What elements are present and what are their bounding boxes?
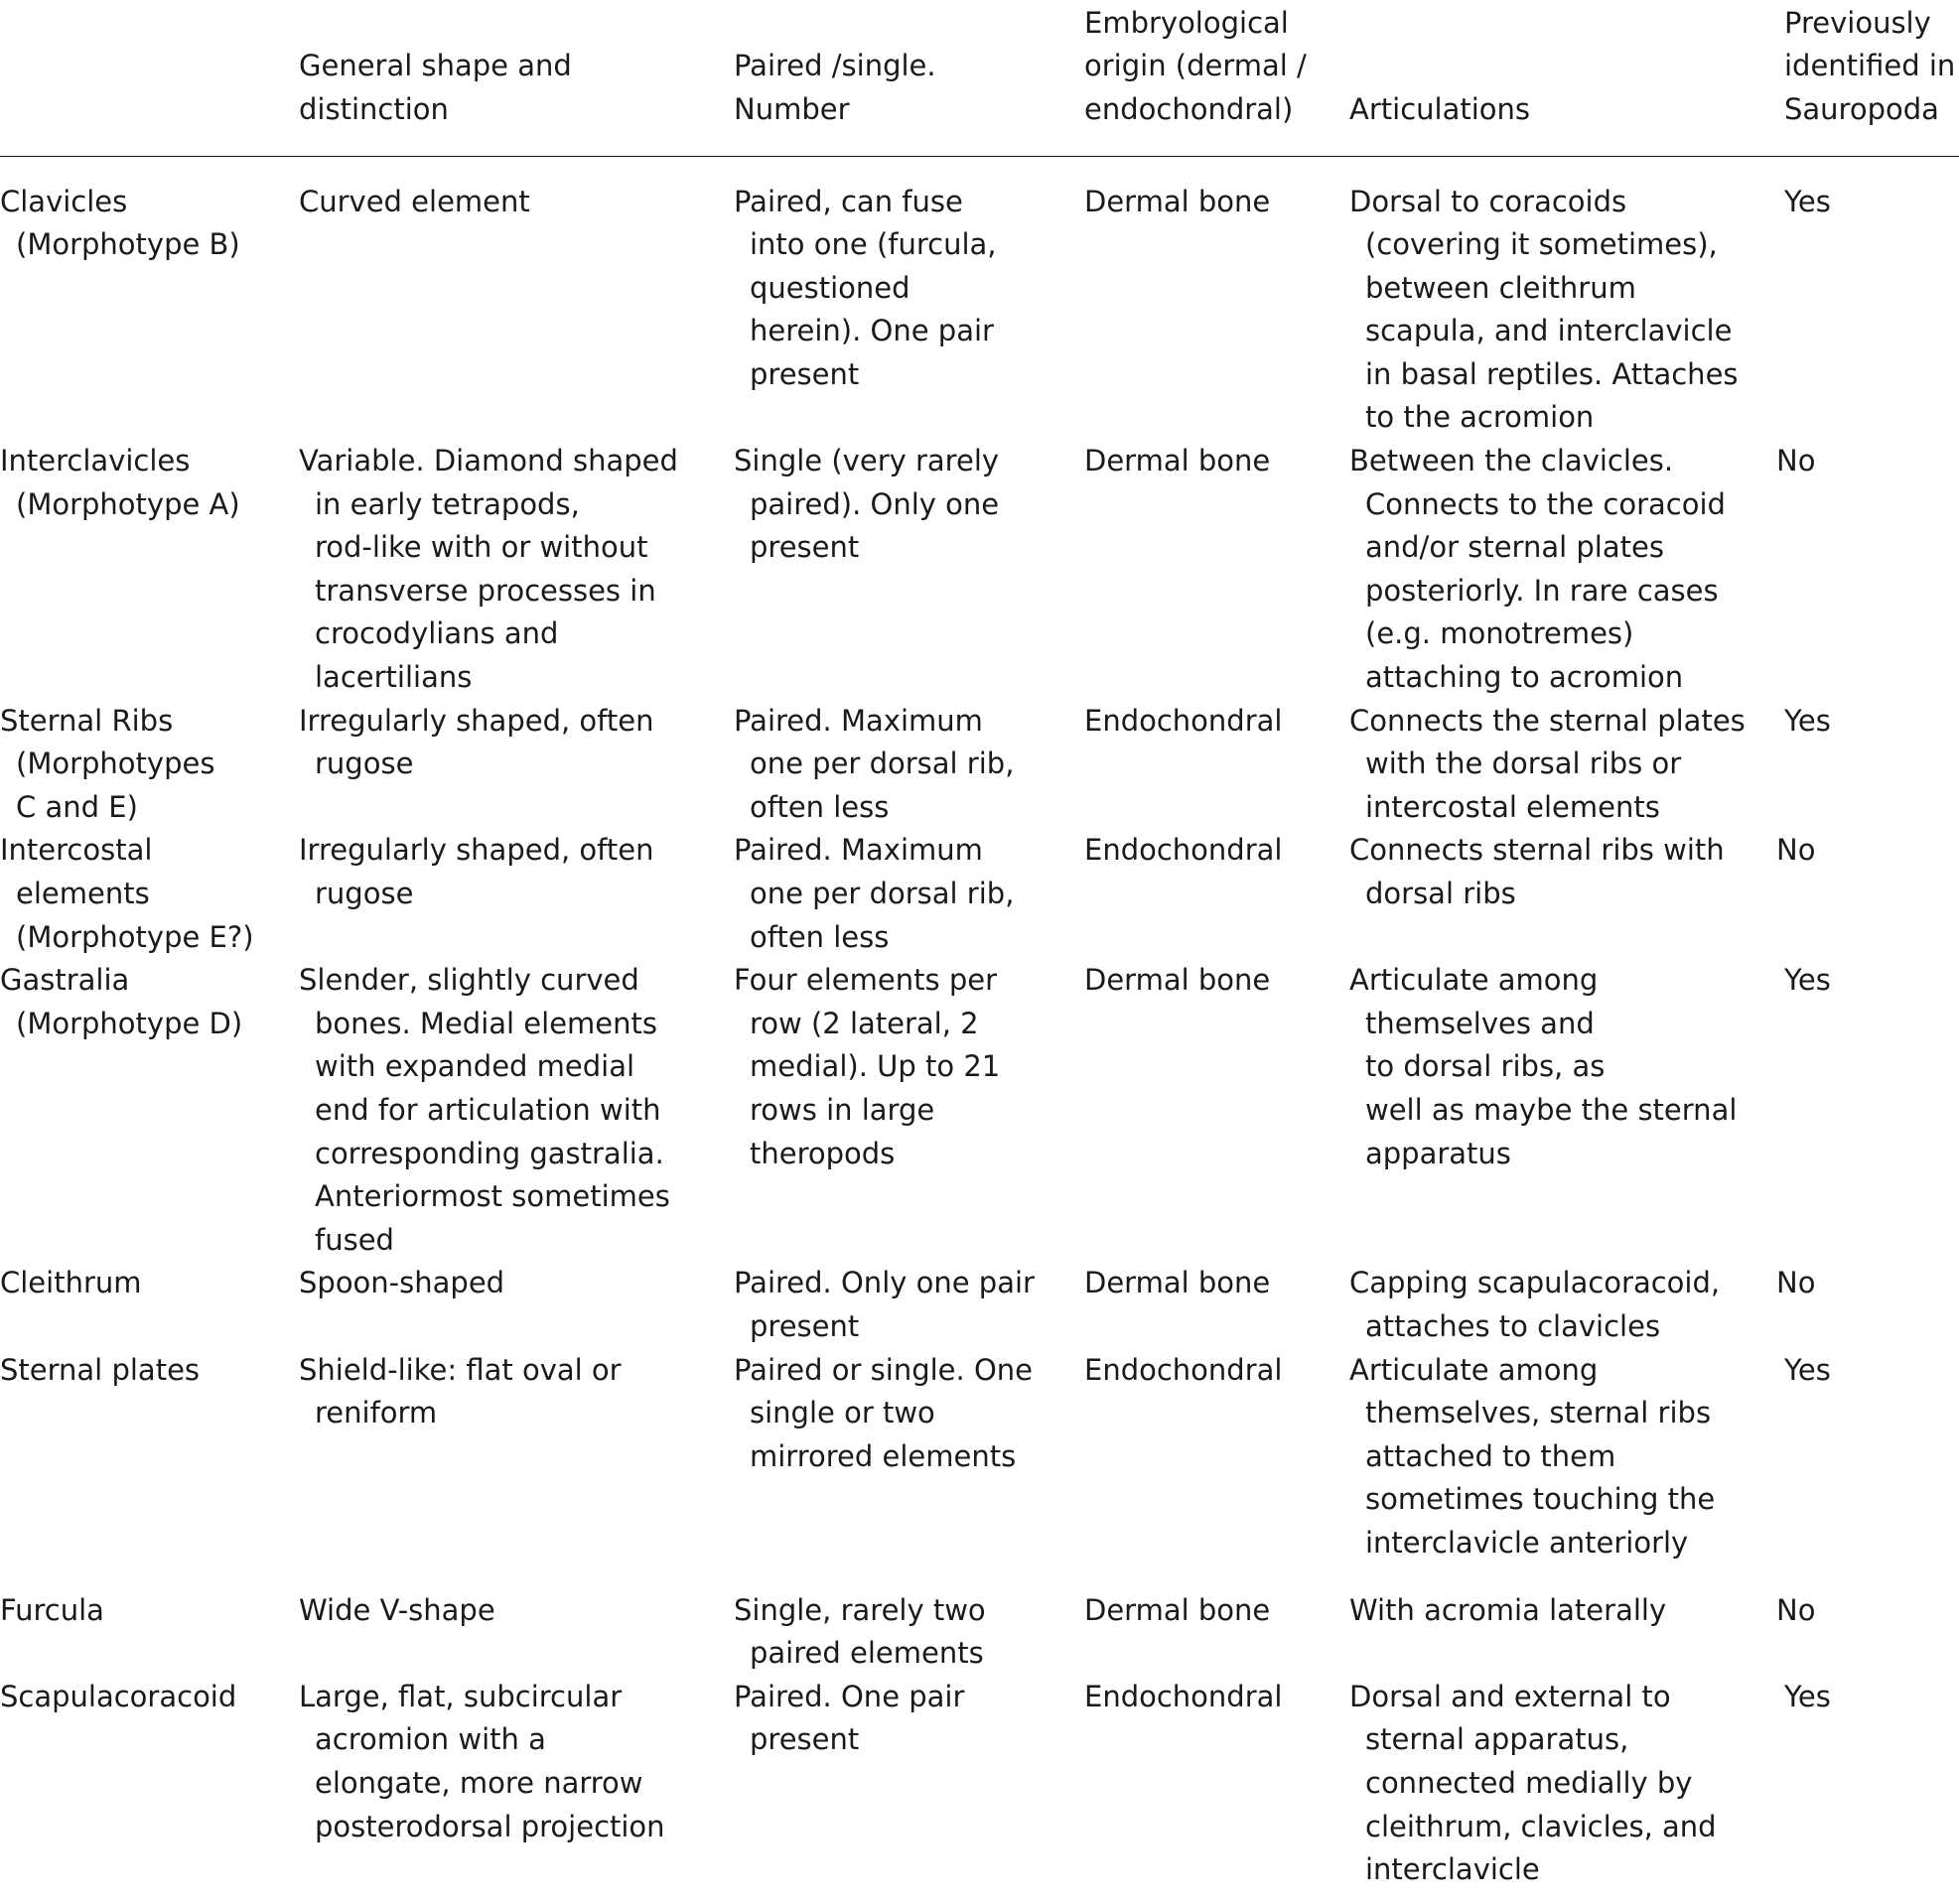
cell-identified: Yes xyxy=(1784,963,1831,998)
header-articulations: Articulations xyxy=(1349,0,1784,156)
cell-identified: Yes xyxy=(1784,1352,1831,1387)
cell-articulations: Between the clavicles. Connects to the coracoid and/or sternal plates posteriorly. In rare cases (e.g. monotremes) attaching to acromion xyxy=(1349,444,1726,695)
table-body xyxy=(0,156,1959,1892)
table-row xyxy=(0,700,1959,830)
cell-paired: Paired. Only one pair present xyxy=(734,1266,1035,1343)
cell-origin: Dermal bone xyxy=(1084,444,1271,478)
cell-shape: Irregularly shaped, often rugose xyxy=(299,833,654,910)
cell-shape: Variable. Diamond shaped in early tetrapods, rod-like with or without transverse processes in crocodylians and lacertilians xyxy=(299,444,678,695)
cell-shape: Curved element xyxy=(299,184,530,218)
cell-shape: Large, flat, subcircular acromion with a elongate, more narrow posterodorsal projection xyxy=(299,1679,665,1843)
cell-articulations: Connects sternal ribs with dorsal ribs xyxy=(1349,833,1725,910)
table-row xyxy=(0,156,1959,440)
cell-origin: Endochondral xyxy=(1084,1679,1283,1713)
table-row xyxy=(0,1262,1959,1348)
cell-element: Intercostal elements (Morphotype E?) xyxy=(0,833,254,954)
cell-identified: No xyxy=(1776,1266,1816,1300)
table-row xyxy=(0,1589,1959,1676)
cell-element: Cleithrum xyxy=(0,1266,142,1300)
cell-element: Sternal plates xyxy=(0,1352,201,1387)
cell-element: Furcula xyxy=(0,1592,104,1627)
cell-origin: Endochondral xyxy=(1084,833,1283,868)
cell-paired: Four elements per row (2 lateral, 2 medial). Up to 21 rows in large theropods xyxy=(734,963,1001,1170)
cell-articulations: Dorsal to coracoids (covering it sometimes), between cleithrum scapula, and interclavicle in basal reptiles. Attaches to the acromion xyxy=(1349,184,1739,435)
cell-paired: Single, rarely two paired elements xyxy=(734,1592,986,1671)
table-row xyxy=(0,959,1959,1262)
cell-articulations: Capping scapulacoracoid, attaches to clavicles xyxy=(1349,1266,1721,1343)
cell-paired: Paired. One pair present xyxy=(734,1679,965,1757)
cell-paired: Paired, can fuse into one (furcula, questioned herein). One pair present xyxy=(734,184,997,391)
cell-articulations: Articulate among themselves and to dorsal ribs, as well as maybe the sternal apparatus xyxy=(1349,963,1738,1170)
table-row xyxy=(0,829,1959,959)
header-element xyxy=(0,0,299,156)
header-identified: Previously identified in Sauropoda xyxy=(1784,0,1959,156)
cell-articulations: With acromia laterally xyxy=(1349,1592,1667,1627)
header-row xyxy=(0,0,1959,156)
table-header xyxy=(0,0,1959,156)
cell-identified: Yes xyxy=(1784,184,1831,218)
table-row xyxy=(0,440,1959,700)
cell-paired: Paired or single. One single or two mirrored elements xyxy=(734,1352,1033,1473)
cell-shape: Shield-like: flat oval or reniform xyxy=(299,1352,622,1430)
cell-identified: No xyxy=(1776,833,1816,868)
cell-identified: No xyxy=(1776,444,1816,478)
header-paired: Paired /single. Number xyxy=(734,0,1084,156)
cell-identified: Yes xyxy=(1784,703,1831,738)
cell-element: Gastralia (Morphotype D) xyxy=(0,963,243,1040)
cell-origin: Dermal bone xyxy=(1084,1266,1271,1300)
cell-origin: Dermal bone xyxy=(1084,963,1271,998)
cell-origin: Dermal bone xyxy=(1084,1592,1271,1627)
cell-identified: Yes xyxy=(1784,1679,1831,1713)
cell-shape: Spoon-shaped xyxy=(299,1266,505,1300)
header-shape: General shape and distinction xyxy=(299,0,734,156)
cell-origin: Dermal bone xyxy=(1084,184,1271,218)
cell-element: Clavicles (Morphotype B) xyxy=(0,184,240,262)
cell-identified: No xyxy=(1776,1592,1816,1627)
cell-element: Scapulacoracoid xyxy=(0,1679,237,1713)
cell-shape: Wide V-shape xyxy=(299,1592,495,1627)
cell-paired: Paired. Maximum one per dorsal rib, often less xyxy=(734,833,1015,954)
cell-element: Sternal Ribs (Morphotypes C and E) xyxy=(0,703,215,824)
header-origin: Embryological origin (dermal / endochondral) xyxy=(1084,0,1349,156)
cell-paired: Single (very rarely paired). Only one present xyxy=(734,444,1000,565)
cell-articulations: Connects the sternal plates with the dorsal ribs or intercostal elements xyxy=(1349,703,1746,824)
cell-articulations: Dorsal and external to sternal apparatus, connected medially by cleithrum, clavicles, and interclavicle xyxy=(1349,1679,1717,1887)
cell-articulations: Articulate among themselves, sternal ribs attached to them sometimes touching the interclavicle anteriorly xyxy=(1349,1352,1716,1560)
cell-element: Interclavicles (Morphotype A) xyxy=(0,444,240,521)
cell-origin: Endochondral xyxy=(1084,1352,1283,1387)
cell-shape: Slender, slightly curved bones. Medial elements with expanded medial end for articulation with corresponding gastralia. Anteriormost sometimes fused xyxy=(299,963,670,1257)
cell-shape: Irregularly shaped, often rugose xyxy=(299,703,654,781)
cell-paired: Paired. Maximum one per dorsal rib, often less xyxy=(734,703,1015,824)
table-row xyxy=(0,1676,1959,1892)
table-row xyxy=(0,1349,1959,1589)
cell-origin: Endochondral xyxy=(1084,703,1283,738)
